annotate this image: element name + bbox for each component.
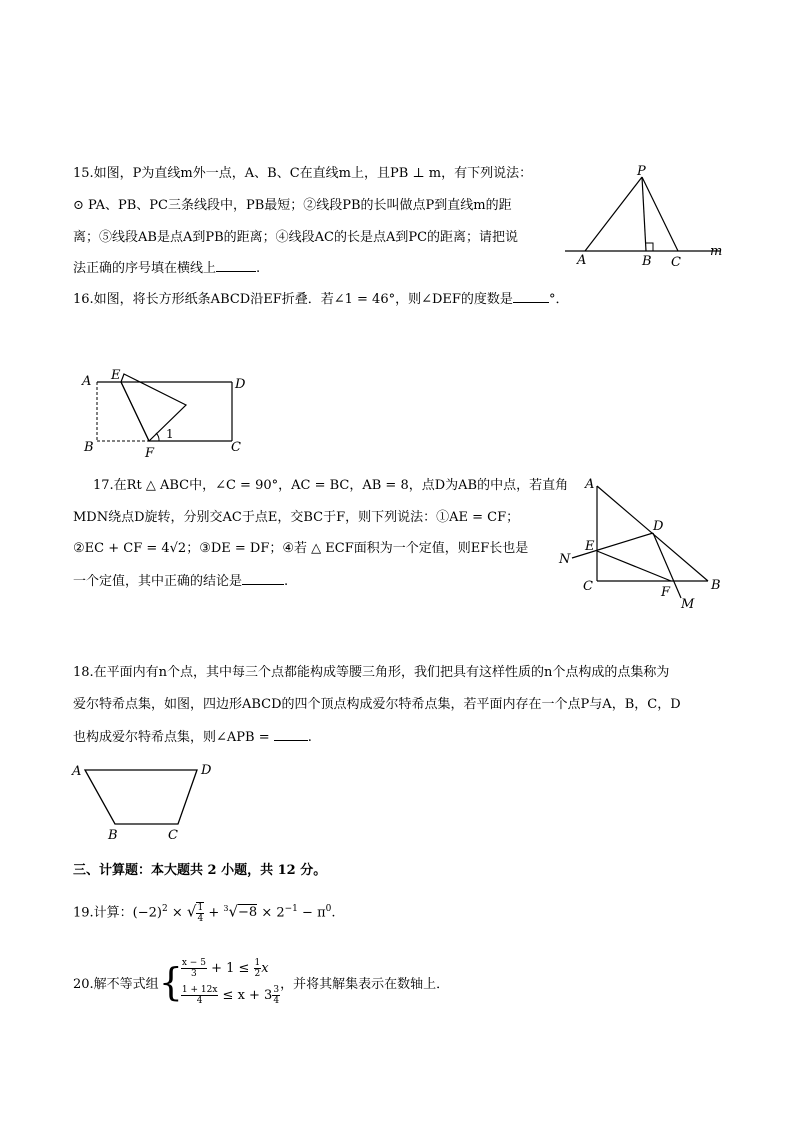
q15-line-4 [73, 259, 260, 278]
q15-line-2: ⊙ PA、PB、PC三条线段中，PB最短；②线段PB的长叫做点P到直线m的距 [73, 198, 512, 213]
q18-line-1: 18.在平面内有n个点，其中每三个点都能构成等腰三角形，我们把具有这样性质的n个点构成的点集称为 [73, 665, 670, 680]
section-3-heading: 三、计算题：本大题共 2 小题，共 12 分。 [73, 863, 327, 878]
q18-answer-blank[interactable] [274, 728, 308, 741]
fold-line-ef [121, 382, 149, 441]
q20-inequality-2 [181, 985, 280, 1006]
q20-prefix: 20.解不等式组 [73, 976, 159, 992]
left-brace-icon: { [158, 960, 183, 1004]
q18-line-3 [73, 728, 312, 747]
label-b: B [84, 440, 94, 455]
q20-ineq2-frac [181, 985, 219, 1006]
label-c: C [583, 579, 593, 594]
q15-line-4-text: 法正确的序号填在横线上 [73, 261, 217, 276]
q17-line-4-text: 一个定值，其中正确的结论是 [73, 574, 243, 589]
q18-figure [68, 758, 228, 848]
q15-figure [560, 165, 730, 275]
label-p: P [637, 165, 646, 179]
q19-exp-2: 2 [161, 904, 168, 914]
folded-flap [121, 374, 186, 441]
q17-answer-blank[interactable] [242, 572, 284, 585]
q19-sqrt-num: 1 [197, 902, 204, 913]
q20-ineq1-rden: 2 [254, 969, 261, 979]
segment-pb [642, 177, 646, 251]
label-f: F [145, 446, 155, 461]
label-e: E [585, 539, 595, 554]
angle-1-arc [156, 433, 159, 441]
label-d: D [235, 377, 246, 392]
sqrt-icon: √ [186, 902, 197, 921]
q19-exp-neg1: −1 [284, 904, 298, 914]
q18-line-3-text: 也构成爱尔特希点集，则∠APB = [73, 730, 270, 745]
q19-sqrt-den: 4 [197, 913, 204, 924]
q20-ineq2-fden: 4 [273, 996, 280, 1006]
q15-line-1: 15.如图，P为直线m外一点，A、B、C在直线m上，且PB ⊥ m，有下列说法： [73, 166, 533, 181]
segment-pc [642, 177, 678, 251]
q17-figure [555, 472, 730, 612]
q19-end: . [331, 905, 336, 921]
right-angle-mark [646, 243, 653, 251]
label-b: B [642, 254, 652, 269]
label-n: N [559, 552, 571, 567]
q16-figure [75, 360, 265, 465]
label-a: A [585, 477, 595, 492]
q20-ineq2-num: 1 + 12x [181, 985, 218, 995]
q20-ineq1-den: 3 [191, 969, 197, 979]
q20-inequality-1 [181, 958, 280, 979]
label-a: A [577, 253, 587, 268]
q19-cbrt-index: 3 [223, 904, 229, 913]
label-m: M [681, 597, 695, 612]
q20-ineq1-num: x − 5 [181, 958, 206, 968]
question-20 [73, 958, 449, 1006]
q19-times-1: × [167, 905, 187, 921]
q17-line-4-end: . [284, 574, 289, 589]
q20-inequality-system [181, 958, 280, 1006]
label-c: C [231, 440, 241, 455]
label-a: A [82, 374, 92, 389]
q20-ineq1-var: x [261, 961, 269, 976]
q20-ineq1-mid: + 1 ≤ [206, 961, 254, 976]
q20-ineq2-mixed-frac [272, 985, 280, 1006]
q15-line-3: 离；⑤线段AB是点A到PB的距离；④线段AC的长是点A到PC的距离；请把说 [73, 230, 519, 245]
q16-line-1-end: °． [548, 292, 569, 307]
segment-ef [597, 551, 671, 581]
q20-ineq2-den: 4 [196, 996, 203, 1006]
q16-line-1-text: 16.如图，将长方形纸条ABCD沿EF折叠．若∠1 = 46°，则∠DEF的度数是 [73, 292, 513, 307]
q19-plus: + [204, 905, 224, 921]
label-f: F [661, 585, 671, 600]
q16-answer-blank[interactable] [513, 290, 549, 303]
label-c: C [671, 255, 681, 270]
label-e: E [111, 368, 121, 383]
q17-line-1: 17.在Rt △ ABC中，∠C = 90°，AC = BC，AB = 8，点D为AB的中点，若直角 [93, 478, 569, 493]
label-d: D [653, 519, 664, 534]
q20-ineq1-rnum: 1 [254, 958, 261, 968]
q16-line-1 [73, 290, 568, 309]
q15-line-4-end: . [256, 261, 261, 276]
q19-exp-0: 0 [325, 904, 332, 914]
q20-ineq2-fnum: 3 [273, 985, 280, 995]
question-19 [73, 898, 335, 924]
label-m: m [710, 244, 723, 259]
label-c: C [168, 828, 178, 843]
cube-root-icon: √ [228, 902, 239, 921]
label-b: B [711, 578, 721, 593]
segment-pa [585, 177, 642, 251]
q18-line-3-end: . [307, 730, 312, 745]
q20-suffix: ，并将其解集表示在数轴上． [280, 976, 450, 992]
q19-cbrt-body: −8 [238, 905, 258, 921]
q20-ineq2-mid: ≤ x + 3 [218, 988, 273, 1003]
q15-answer-blank[interactable] [216, 259, 256, 272]
q19-times-2: × 2 [257, 905, 285, 921]
q17-line-3: ②EC + CF = 4√2；③DE = DF；④若 △ ECF面积为一个定值，则EF长也是 [73, 541, 529, 556]
quadrilateral-abcd [85, 770, 197, 824]
label-angle-1: 1 [166, 427, 174, 441]
q18-line-2: 爱尔特希点集，如图，四边形ABCD的四个顶点构成爱尔特希点集，若平面内存在一个点P与A，B，C，D [73, 697, 681, 712]
label-d: D [201, 763, 212, 778]
q20-ineq1-frac [181, 958, 207, 979]
q17-line-2: MDN绕点D旋转，分别交AC于点E，交BC于F，则下列说法：①AE = CF； [73, 510, 520, 525]
q17-line-4 [73, 572, 288, 591]
q19-prefix: 19.计算：(−2) [73, 905, 162, 921]
label-a: A [72, 764, 82, 779]
q19-minus-pi: − π [297, 905, 326, 921]
label-b: B [108, 828, 118, 843]
